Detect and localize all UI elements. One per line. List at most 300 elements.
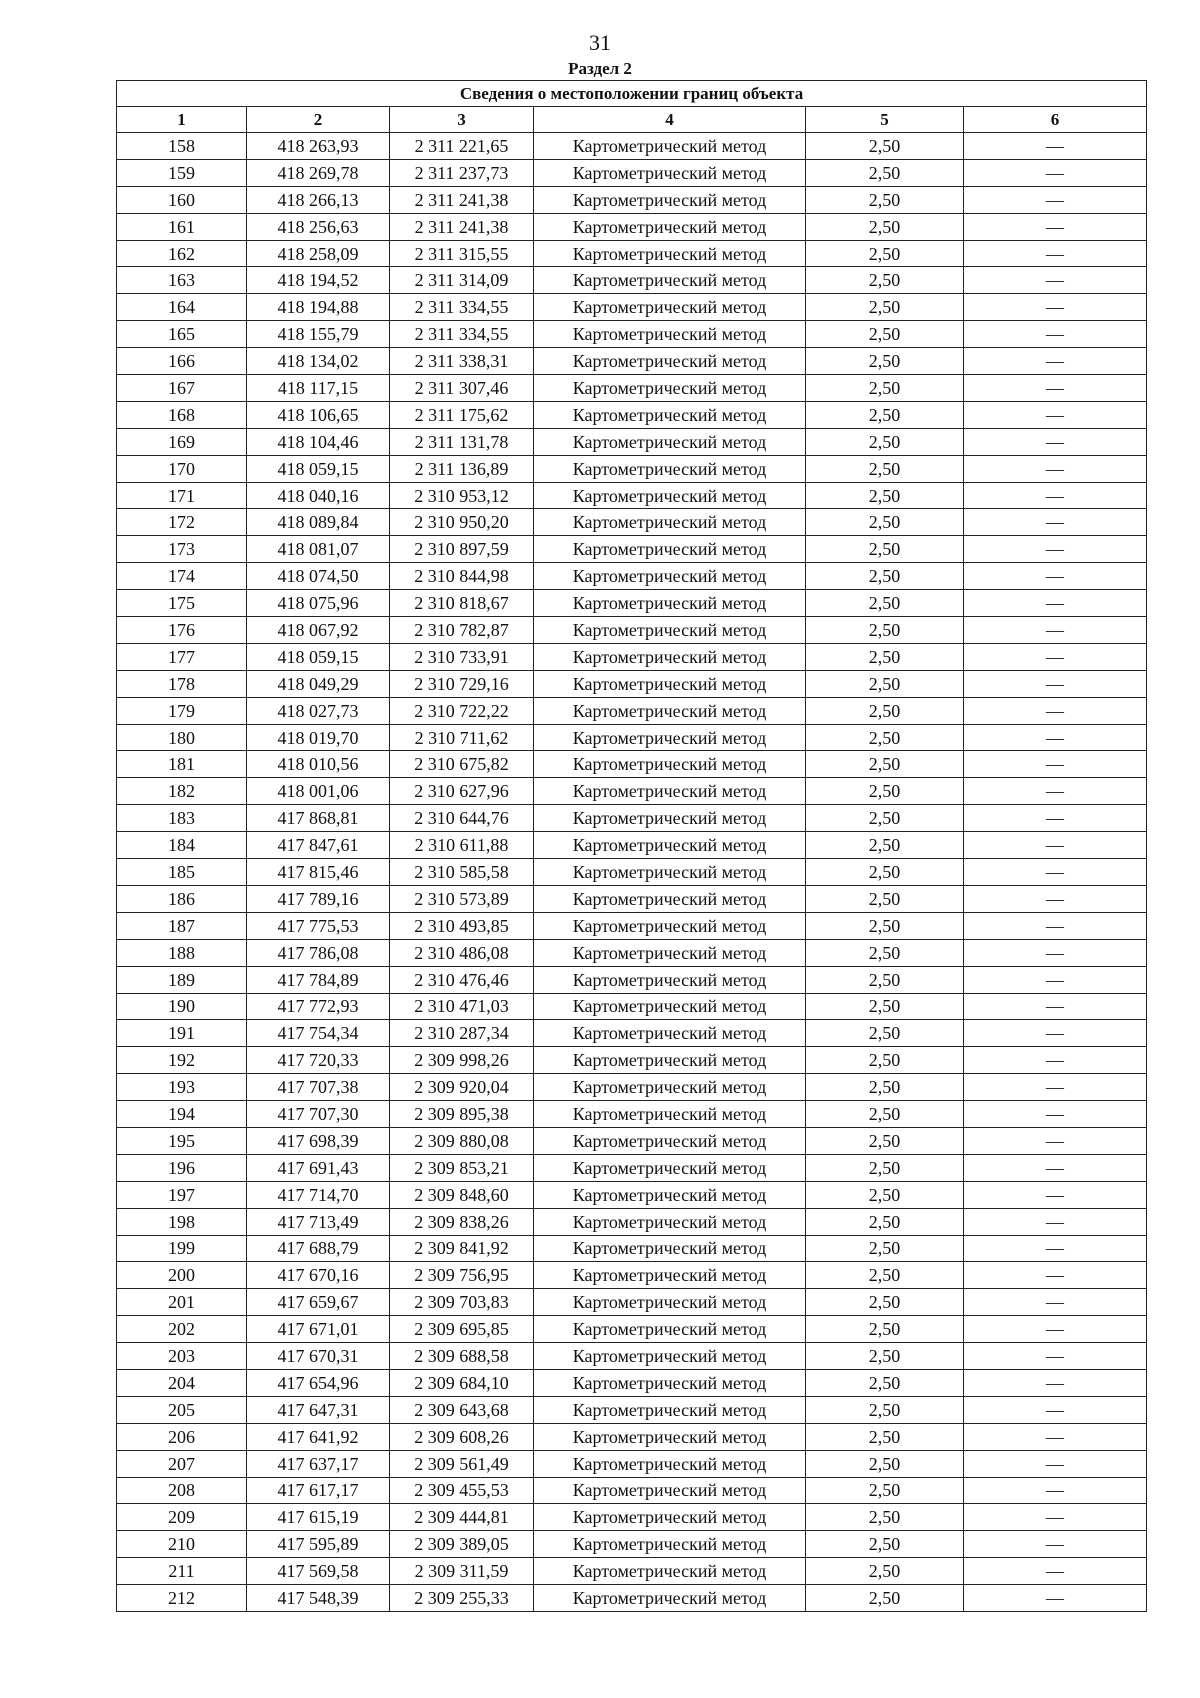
accuracy-cell: 2,50 [806,1101,964,1128]
y-coordinate-cell: 2 310 627,96 [390,778,534,805]
description-cell: — [964,1423,1147,1450]
description-cell: — [964,670,1147,697]
table-row [117,1047,1147,1074]
point-number-cell: 190 [117,993,247,1020]
description-cell: — [964,805,1147,832]
x-coordinate-cell: 417 754,34 [247,1020,390,1047]
y-coordinate-cell: 2 309 848,60 [390,1181,534,1208]
description-cell: — [964,778,1147,805]
x-coordinate-cell: 418 089,84 [247,509,390,536]
table-row [117,1316,1147,1343]
table-row [117,482,1147,509]
point-number-cell: 201 [117,1289,247,1316]
table-row [117,428,1147,455]
point-number-cell: 193 [117,1074,247,1101]
y-coordinate-cell: 2 309 853,21 [390,1154,534,1181]
point-number-cell: 191 [117,1020,247,1047]
y-coordinate-cell: 2 309 920,04 [390,1074,534,1101]
accuracy-cell: 2,50 [806,1396,964,1423]
table-row [117,1343,1147,1370]
table-row [117,778,1147,805]
x-coordinate-cell: 417 670,16 [247,1262,390,1289]
x-coordinate-cell: 417 615,19 [247,1504,390,1531]
method-cell: Картометрический метод [534,1531,806,1558]
accuracy-cell: 2,50 [806,697,964,724]
table-row [117,724,1147,751]
accuracy-cell: 2,50 [806,401,964,428]
method-cell: Картометрический метод [534,778,806,805]
description-cell: — [964,267,1147,294]
point-number-cell: 183 [117,805,247,832]
x-coordinate-cell: 417 617,17 [247,1477,390,1504]
description-cell: — [964,1208,1147,1235]
x-coordinate-cell: 417 784,89 [247,966,390,993]
y-coordinate-cell: 2 309 695,85 [390,1316,534,1343]
accuracy-cell: 2,50 [806,885,964,912]
method-cell: Картометрический метод [534,670,806,697]
accuracy-cell: 2,50 [806,1423,964,1450]
x-coordinate-cell: 418 266,13 [247,186,390,213]
y-coordinate-cell: 2 310 950,20 [390,509,534,536]
method-cell: Картометрический метод [534,1316,806,1343]
y-coordinate-cell: 2 309 838,26 [390,1208,534,1235]
table-row [117,455,1147,482]
x-coordinate-cell: 417 654,96 [247,1369,390,1396]
x-coordinate-cell: 417 691,43 [247,1154,390,1181]
table-row [117,1181,1147,1208]
x-coordinate-cell: 417 698,39 [247,1127,390,1154]
method-cell: Картометрический метод [534,1127,806,1154]
x-coordinate-cell: 417 815,46 [247,859,390,886]
accuracy-cell: 2,50 [806,912,964,939]
x-coordinate-cell: 418 019,70 [247,724,390,751]
y-coordinate-cell: 2 310 675,82 [390,751,534,778]
table-row [117,321,1147,348]
method-cell: Картометрический метод [534,1343,806,1370]
x-coordinate-cell: 417 670,31 [247,1343,390,1370]
accuracy-cell: 2,50 [806,1181,964,1208]
method-cell: Картометрический метод [534,159,806,186]
table-caption-row [117,81,1147,107]
point-number-cell: 175 [117,590,247,617]
method-cell: Картометрический метод [534,751,806,778]
method-cell: Картометрический метод [534,805,806,832]
description-cell: — [964,1047,1147,1074]
table-row [117,1020,1147,1047]
column-number: 1 [117,107,247,133]
description-cell: — [964,1101,1147,1128]
description-cell: — [964,1531,1147,1558]
table-row [117,186,1147,213]
table-row [117,159,1147,186]
x-coordinate-cell: 418 106,65 [247,401,390,428]
method-cell: Картометрический метод [534,536,806,563]
method-cell: Картометрический метод [534,1504,806,1531]
accuracy-cell: 2,50 [806,240,964,267]
method-cell: Картометрический метод [534,1450,806,1477]
method-cell: Картометрический метод [534,939,806,966]
column-number: 2 [247,107,390,133]
accuracy-cell: 2,50 [806,832,964,859]
y-coordinate-cell: 2 310 486,08 [390,939,534,966]
description-cell: — [964,832,1147,859]
point-number-cell: 211 [117,1558,247,1585]
method-cell: Картометрический метод [534,455,806,482]
description-cell: — [964,186,1147,213]
y-coordinate-cell: 2 311 175,62 [390,401,534,428]
x-coordinate-cell: 418 040,16 [247,482,390,509]
x-coordinate-cell: 418 010,56 [247,751,390,778]
x-coordinate-cell: 417 647,31 [247,1396,390,1423]
x-coordinate-cell: 417 713,49 [247,1208,390,1235]
point-number-cell: 181 [117,751,247,778]
x-coordinate-cell: 417 786,08 [247,939,390,966]
column-number: 4 [534,107,806,133]
table-row [117,509,1147,536]
table-row [117,1262,1147,1289]
table-row [117,993,1147,1020]
point-number-cell: 158 [117,133,247,160]
accuracy-cell: 2,50 [806,1504,964,1531]
table-row [117,1127,1147,1154]
table-row [117,751,1147,778]
y-coordinate-cell: 2 310 585,58 [390,859,534,886]
x-coordinate-cell: 418 117,15 [247,375,390,402]
x-coordinate-cell: 417 847,61 [247,832,390,859]
table-row [117,1450,1147,1477]
description-cell: — [964,617,1147,644]
x-coordinate-cell: 418 194,52 [247,267,390,294]
y-coordinate-cell: 2 310 287,34 [390,1020,534,1047]
y-coordinate-cell: 2 309 895,38 [390,1101,534,1128]
table-row [117,617,1147,644]
boundary-coordinates-table [116,80,1147,1612]
method-cell: Картометрический метод [534,1047,806,1074]
point-number-cell: 203 [117,1343,247,1370]
y-coordinate-cell: 2 309 455,53 [390,1477,534,1504]
x-coordinate-cell: 417 641,92 [247,1423,390,1450]
description-cell: — [964,939,1147,966]
table-row [117,133,1147,160]
table-row [117,697,1147,724]
point-number-cell: 178 [117,670,247,697]
point-number-cell: 205 [117,1396,247,1423]
table-row [117,590,1147,617]
accuracy-cell: 2,50 [806,670,964,697]
point-number-cell: 188 [117,939,247,966]
point-number-cell: 162 [117,240,247,267]
accuracy-cell: 2,50 [806,1047,964,1074]
point-number-cell: 186 [117,885,247,912]
description-cell: — [964,1074,1147,1101]
x-coordinate-cell: 418 049,29 [247,670,390,697]
y-coordinate-cell: 2 310 711,62 [390,724,534,751]
table-row [117,1208,1147,1235]
point-number-cell: 204 [117,1369,247,1396]
x-coordinate-cell: 417 772,93 [247,993,390,1020]
method-cell: Картометрический метод [534,267,806,294]
point-number-cell: 180 [117,724,247,751]
accuracy-cell: 2,50 [806,724,964,751]
description-cell: — [964,1477,1147,1504]
point-number-cell: 200 [117,1262,247,1289]
accuracy-cell: 2,50 [806,1154,964,1181]
x-coordinate-cell: 417 707,30 [247,1101,390,1128]
accuracy-cell: 2,50 [806,1343,964,1370]
accuracy-cell: 2,50 [806,939,964,966]
description-cell: — [964,1369,1147,1396]
column-number-row [117,107,1147,133]
table-row [117,832,1147,859]
point-number-cell: 179 [117,697,247,724]
x-coordinate-cell: 418 081,07 [247,536,390,563]
x-coordinate-cell: 417 789,16 [247,885,390,912]
y-coordinate-cell: 2 310 729,16 [390,670,534,697]
method-cell: Картометрический метод [534,1154,806,1181]
method-cell: Картометрический метод [534,697,806,724]
y-coordinate-cell: 2 311 338,31 [390,348,534,375]
description-cell: — [964,885,1147,912]
table-row [117,1154,1147,1181]
y-coordinate-cell: 2 311 221,65 [390,133,534,160]
y-coordinate-cell: 2 310 897,59 [390,536,534,563]
description-cell: — [964,428,1147,455]
x-coordinate-cell: 418 155,79 [247,321,390,348]
table-row [117,294,1147,321]
accuracy-cell: 2,50 [806,455,964,482]
description-cell: — [964,509,1147,536]
method-cell: Картометрический метод [534,1020,806,1047]
accuracy-cell: 2,50 [806,1262,964,1289]
accuracy-cell: 2,50 [806,428,964,455]
description-cell: — [964,724,1147,751]
description-cell: — [964,1343,1147,1370]
description-cell: — [964,213,1147,240]
method-cell: Картометрический метод [534,428,806,455]
x-coordinate-cell: 417 868,81 [247,805,390,832]
description-cell: — [964,1262,1147,1289]
method-cell: Картометрический метод [534,885,806,912]
point-number-cell: 206 [117,1423,247,1450]
method-cell: Картометрический метод [534,966,806,993]
accuracy-cell: 2,50 [806,186,964,213]
y-coordinate-cell: 2 309 643,68 [390,1396,534,1423]
point-number-cell: 168 [117,401,247,428]
accuracy-cell: 2,50 [806,590,964,617]
method-cell: Картометрический метод [534,1369,806,1396]
description-cell: — [964,1154,1147,1181]
point-number-cell: 202 [117,1316,247,1343]
y-coordinate-cell: 2 310 818,67 [390,590,534,617]
accuracy-cell: 2,50 [806,133,964,160]
accuracy-cell: 2,50 [806,482,964,509]
table-row [117,966,1147,993]
table-row [117,563,1147,590]
description-cell: — [964,133,1147,160]
method-cell: Картометрический метод [534,832,806,859]
accuracy-cell: 2,50 [806,1127,964,1154]
description-cell: — [964,536,1147,563]
accuracy-cell: 2,50 [806,778,964,805]
accuracy-cell: 2,50 [806,1235,964,1262]
table-row [117,885,1147,912]
point-number-cell: 208 [117,1477,247,1504]
x-coordinate-cell: 418 194,88 [247,294,390,321]
x-coordinate-cell: 417 671,01 [247,1316,390,1343]
description-cell: — [964,751,1147,778]
y-coordinate-cell: 2 311 334,55 [390,321,534,348]
method-cell: Картометрический метод [534,294,806,321]
x-coordinate-cell: 418 263,93 [247,133,390,160]
table-row [117,859,1147,886]
table-row [117,1585,1147,1612]
method-cell: Картометрический метод [534,724,806,751]
accuracy-cell: 2,50 [806,643,964,670]
y-coordinate-cell: 2 309 688,58 [390,1343,534,1370]
point-number-cell: 174 [117,563,247,590]
y-coordinate-cell: 2 309 389,05 [390,1531,534,1558]
x-coordinate-cell: 418 269,78 [247,159,390,186]
accuracy-cell: 2,50 [806,1020,964,1047]
column-number: 5 [806,107,964,133]
table-row [117,912,1147,939]
description-cell: — [964,321,1147,348]
point-number-cell: 196 [117,1154,247,1181]
y-coordinate-cell: 2 310 611,88 [390,832,534,859]
point-number-cell: 159 [117,159,247,186]
accuracy-cell: 2,50 [806,966,964,993]
point-number-cell: 195 [117,1127,247,1154]
method-cell: Картометрический метод [534,375,806,402]
x-coordinate-cell: 417 707,38 [247,1074,390,1101]
description-cell: — [964,966,1147,993]
accuracy-cell: 2,50 [806,375,964,402]
point-number-cell: 171 [117,482,247,509]
accuracy-cell: 2,50 [806,1316,964,1343]
accuracy-cell: 2,50 [806,1369,964,1396]
description-cell: — [964,294,1147,321]
y-coordinate-cell: 2 311 334,55 [390,294,534,321]
description-cell: — [964,348,1147,375]
y-coordinate-cell: 2 309 756,95 [390,1262,534,1289]
table-row [117,939,1147,966]
description-cell: — [964,1181,1147,1208]
accuracy-cell: 2,50 [806,509,964,536]
table-row [117,375,1147,402]
method-cell: Картометрический метод [534,1262,806,1289]
x-coordinate-cell: 417 720,33 [247,1047,390,1074]
table-row [117,1558,1147,1585]
y-coordinate-cell: 2 310 476,46 [390,966,534,993]
description-cell: — [964,240,1147,267]
accuracy-cell: 2,50 [806,294,964,321]
method-cell: Картометрический метод [534,509,806,536]
y-coordinate-cell: 2 311 136,89 [390,455,534,482]
accuracy-cell: 2,50 [806,1289,964,1316]
table-row [117,670,1147,697]
table-row [117,1289,1147,1316]
table-row [117,643,1147,670]
accuracy-cell: 2,50 [806,1208,964,1235]
accuracy-cell: 2,50 [806,1477,964,1504]
y-coordinate-cell: 2 309 880,08 [390,1127,534,1154]
method-cell: Картометрический метод [534,1558,806,1585]
point-number-cell: 177 [117,643,247,670]
description-cell: — [964,1558,1147,1585]
method-cell: Картометрический метод [534,401,806,428]
description-cell: — [964,1396,1147,1423]
description-cell: — [964,643,1147,670]
accuracy-cell: 2,50 [806,859,964,886]
description-cell: — [964,912,1147,939]
method-cell: Картометрический метод [534,1208,806,1235]
method-cell: Картометрический метод [534,482,806,509]
description-cell: — [964,375,1147,402]
y-coordinate-cell: 2 311 237,73 [390,159,534,186]
accuracy-cell: 2,50 [806,267,964,294]
method-cell: Картометрический метод [534,321,806,348]
point-number-cell: 194 [117,1101,247,1128]
accuracy-cell: 2,50 [806,617,964,644]
description-cell: — [964,455,1147,482]
method-cell: Картометрический метод [534,1074,806,1101]
y-coordinate-cell: 2 311 315,55 [390,240,534,267]
x-coordinate-cell: 417 688,79 [247,1235,390,1262]
point-number-cell: 166 [117,348,247,375]
x-coordinate-cell: 418 059,15 [247,643,390,670]
point-number-cell: 207 [117,1450,247,1477]
description-cell: — [964,1504,1147,1531]
table-row [117,213,1147,240]
x-coordinate-cell: 418 059,15 [247,455,390,482]
column-number: 6 [964,107,1147,133]
y-coordinate-cell: 2 310 644,76 [390,805,534,832]
y-coordinate-cell: 2 310 953,12 [390,482,534,509]
x-coordinate-cell: 418 256,63 [247,213,390,240]
description-cell: — [964,1289,1147,1316]
point-number-cell: 173 [117,536,247,563]
y-coordinate-cell: 2 311 314,09 [390,267,534,294]
point-number-cell: 184 [117,832,247,859]
description-cell: — [964,1127,1147,1154]
point-number-cell: 210 [117,1531,247,1558]
accuracy-cell: 2,50 [806,993,964,1020]
description-cell: — [964,401,1147,428]
x-coordinate-cell: 418 258,09 [247,240,390,267]
x-coordinate-cell: 418 074,50 [247,563,390,590]
table-row [117,1101,1147,1128]
point-number-cell: 209 [117,1504,247,1531]
method-cell: Картометрический метод [534,133,806,160]
accuracy-cell: 2,50 [806,1450,964,1477]
y-coordinate-cell: 2 309 255,33 [390,1585,534,1612]
y-coordinate-cell: 2 309 444,81 [390,1504,534,1531]
y-coordinate-cell: 2 310 471,03 [390,993,534,1020]
y-coordinate-cell: 2 309 608,26 [390,1423,534,1450]
accuracy-cell: 2,50 [806,536,964,563]
table-row [117,1235,1147,1262]
point-number-cell: 163 [117,267,247,294]
point-number-cell: 185 [117,859,247,886]
x-coordinate-cell: 418 075,96 [247,590,390,617]
point-number-cell: 164 [117,294,247,321]
table-caption: Сведения о местоположении границ объекта [117,81,1147,107]
point-number-cell: 198 [117,1208,247,1235]
method-cell: Картометрический метод [534,1396,806,1423]
method-cell: Картометрический метод [534,186,806,213]
table-row [117,401,1147,428]
point-number-cell: 167 [117,375,247,402]
